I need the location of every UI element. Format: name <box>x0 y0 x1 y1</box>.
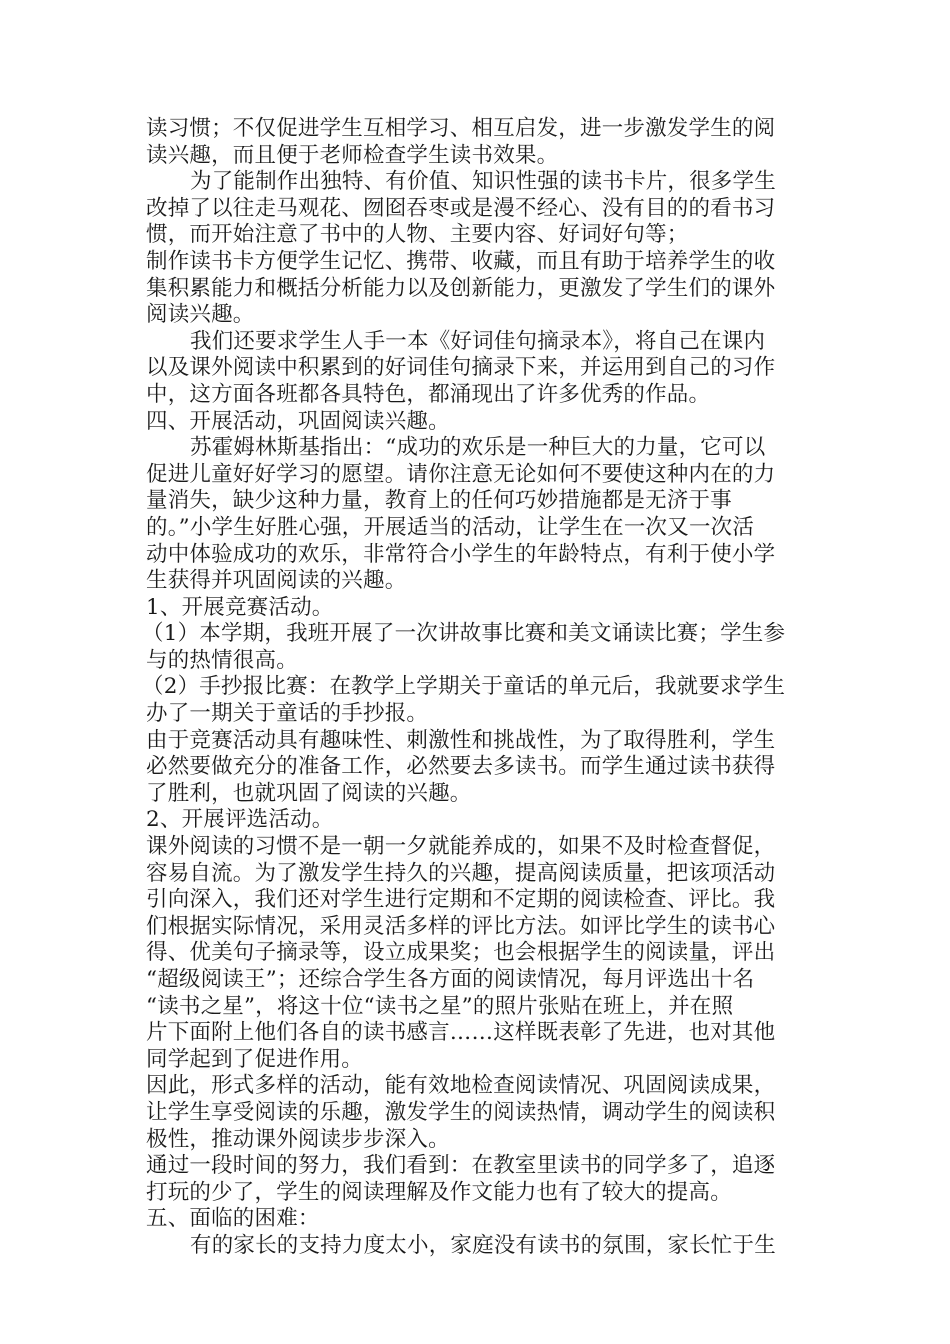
text-line: 的。”小学生好胜心强，开展适当的活动，让学生在一次又一次活 <box>146 514 755 540</box>
text-line: 制作读书卡方便学生记忆、携带、收藏，而且有助于培养学生的收 <box>146 248 776 274</box>
document-body <box>142 116 798 1260</box>
text-line: 了胜利，也就巩固了阅读的兴趣。 <box>146 780 472 806</box>
text-line: 惯，而开始注意了书中的人物、主要内容、好词好句等； <box>146 222 689 248</box>
text-line: 促进儿童好好学习的愿望。请你注意无论如何不要使这种内在的力 <box>146 461 776 487</box>
list-item-line: （2）手抄报比赛：在教学上学期关于童话的单元后，我就要求学生 <box>142 674 786 700</box>
text-line: 生获得并巩固阅读的兴趣。 <box>146 568 407 594</box>
subsection-heading: 1、开展竞赛活动。 <box>146 594 334 620</box>
text-line: 量消失，缺少这种力量，教育上的任何巧妙措施都是无济于事 <box>146 488 732 514</box>
section-heading: 四、开展活动，巩固阅读兴趣。 <box>146 408 450 434</box>
text-line: 与的热情很高。 <box>146 647 298 673</box>
text-line: 容易自流。为了激发学生持久的兴趣，提高阅读质量，把该项活动 <box>146 860 776 886</box>
list-item-line: （1）本学期，我班开展了一次讲故事比赛和美文诵读比赛；学生参 <box>142 621 786 647</box>
text-line: 读兴趣，而且便于老师检查学生读书效果。 <box>146 142 559 168</box>
paragraph-start-line: 为了能制作出独特、有价值、知识性强的读书卡片，很多学生 <box>190 169 776 195</box>
text-line: 让学生享受阅读的乐趣，激发学生的阅读热情，调动学生的阅读积 <box>146 1099 776 1125</box>
text-line: 阅读兴趣。 <box>146 302 255 328</box>
text-line: 得、优美句子摘录等，设立成果奖；也会根据学生的阅读量，评出 <box>146 940 776 966</box>
text-line: 们根据实际情况，采用灵活多样的评比方法。如评比学生的读书心 <box>146 913 776 939</box>
text-line: “读书之星”，将这十位“读书之星”的照片张贴在班上，并在照 <box>146 993 734 1019</box>
text-line: 通过一段时间的努力，我们看到：在教室里读书的同学多了，追逐 <box>146 1153 776 1179</box>
subsection-heading: 2、开展评选活动。 <box>146 807 334 833</box>
text-line: 集积累能力和概括分析能力以及创新能力，更激发了学生们的课外 <box>146 275 776 301</box>
text-line: 中，这方面各班都各具特色，都涌现出了许多优秀的作品。 <box>146 381 711 407</box>
text-line: 片下面附上他们各自的读书感言……这样既表彰了先进，也对其他 <box>146 1020 776 1046</box>
text-line: 动中体验成功的欢乐，非常符合小学生的年龄特点，有利于使小学 <box>146 541 776 567</box>
text-line: 读习惯；不仅促进学生互相学习、相互启发，进一步激发学生的阅 <box>146 116 776 141</box>
text-line: 同学起到了促进作用。 <box>146 1046 364 1072</box>
text-line: 因此，形式多样的活动，能有效地检查阅读情况、巩固阅读成果， <box>146 1073 776 1099</box>
text-line: “超级阅读王”；还综合学生各方面的阅读情况，每月评选出十名 <box>146 967 755 992</box>
paragraph-start-line: 有的家长的支持力度太小，家庭没有读书的氛围，家长忙于生 <box>190 1232 776 1258</box>
text-line: 办了一期关于童话的手抄报。 <box>146 701 429 727</box>
section-heading: 五、面临的困难： <box>146 1206 320 1232</box>
text-line: 改掉了以往走马观花、囫囵吞枣或是漫不经心、没有目的的看书习 <box>146 195 776 221</box>
paragraph-start-line: 我们还要求学生人手一本《好词佳句摘录本》，将自己在课内 <box>190 328 766 354</box>
text-line: 打玩的少了，学生的阅读理解及作文能力也有了较大的提高。 <box>146 1179 732 1205</box>
text-line: 由于竞赛活动具有趣味性、刺激性和挑战性，为了取得胜利，学生 <box>146 727 776 753</box>
text-line: 极性，推动课外阅读步步深入。 <box>146 1126 450 1152</box>
text-line: 课外阅读的习惯不是一朝一夕就能养成的，如果不及时检查督促， <box>146 834 776 860</box>
text-line: 以及课外阅读中积累到的好词佳句摘录下来，并运用到自己的习作 <box>146 355 776 381</box>
paragraph-start-line: 苏霍姆林斯基指出：“成功的欢乐是一种巨大的力量，它可以 <box>190 435 766 461</box>
text-line: 必然要做充分的准备工作，必然要去多读书。而学生通过读书获得 <box>146 754 776 780</box>
text-line: 引向深入，我们还对学生进行定期和不定期的阅读检查、评比。我 <box>146 887 776 913</box>
